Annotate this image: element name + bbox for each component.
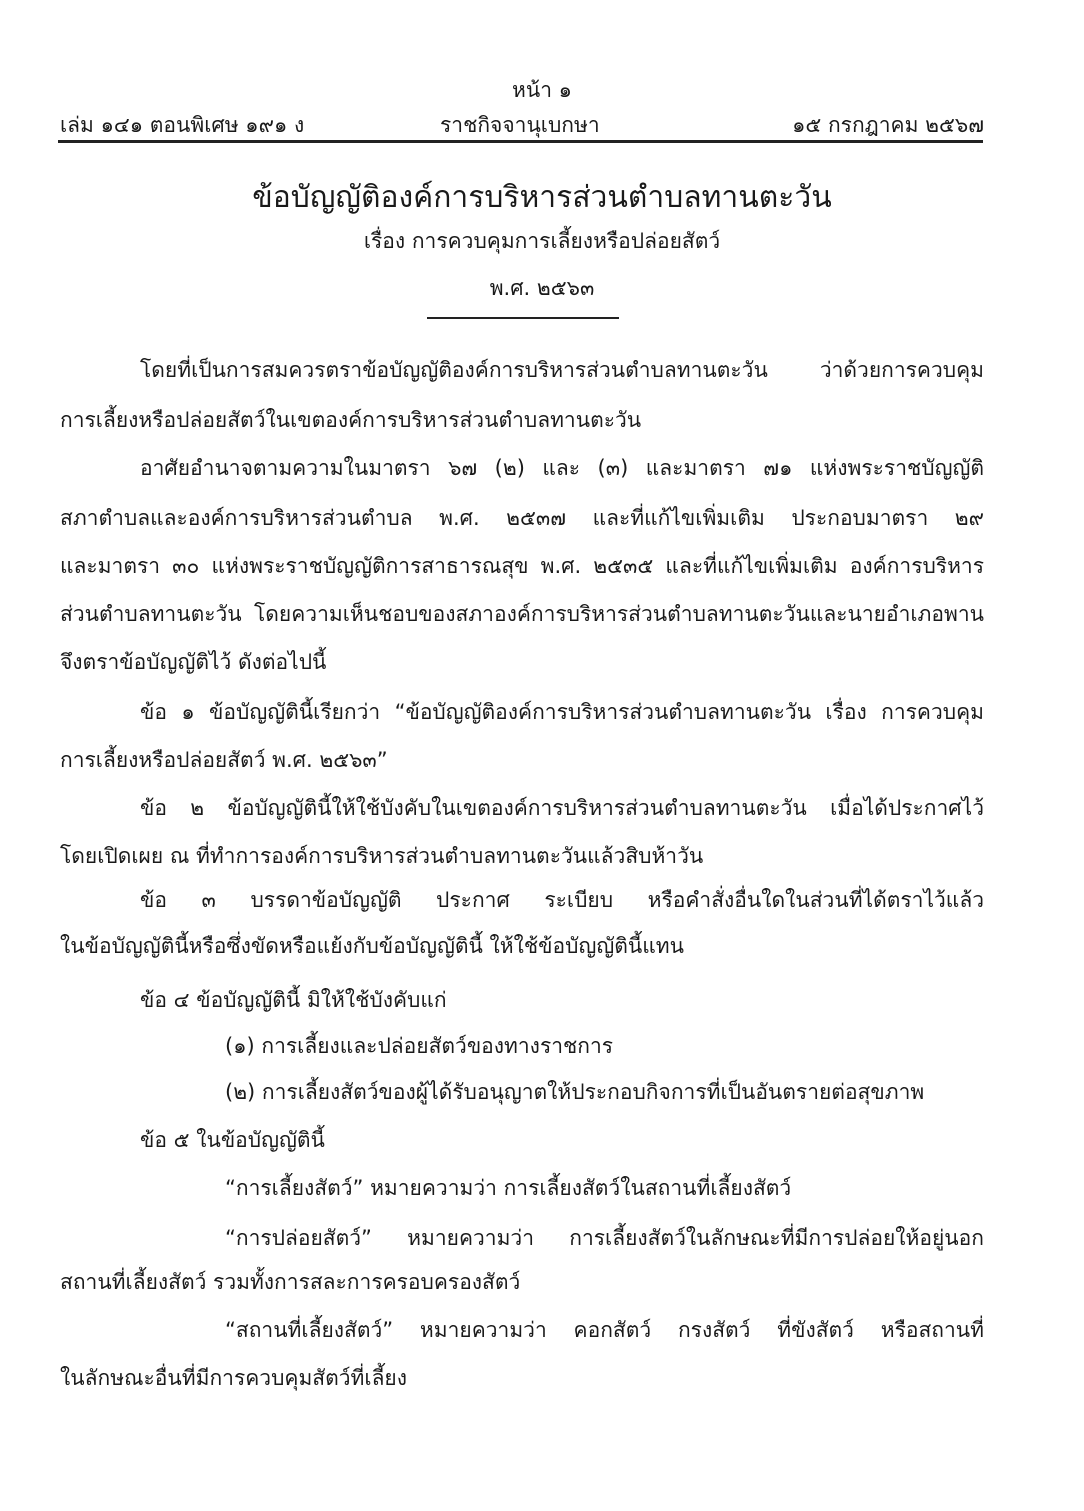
- body-line: อาศัยอำนาจตามความในมาตรา ๖๗ (๒) และ (๓) และมาตรา ๗๑ แห่งพระราชบัญญัติ: [140, 456, 984, 480]
- body-line: การเลี้ยงหรือปล่อยสัตว์ในเขตองค์การบริหารส่วนตำบลทานตะวัน: [60, 408, 642, 432]
- body-line: ในลักษณะอื่นที่มีการควบคุมสัตว์ที่เลี้ยง: [60, 1366, 407, 1390]
- body-line: การเลี้ยงหรือปล่อยสัตว์ พ.ศ. ๒๕๖๓”: [60, 748, 388, 772]
- document-year: พ.ศ. ๒๕๖๓: [489, 276, 595, 300]
- title-rule: [427, 317, 619, 319]
- clause-4-item-2: (๒) การเลี้ยงสัตว์ของผู้ได้รับอนุญาตให้ประกอบกิจการที่เป็นอันตรายต่อสุขภาพ: [225, 1080, 925, 1104]
- clause-1: ข้อ ๑ ข้อบัญญัตินี้เรียกว่า “ข้อบัญญัติองค์การบริหารส่วนตำบลทานตะวัน เรื่อง การควบคุม: [140, 700, 984, 724]
- body-line: จึงตราข้อบัญญัติไว้ ดังต่อไปนี้: [60, 650, 327, 674]
- definition: “การปล่อยสัตว์” หมายความว่า การเลี้ยงสัตว์ในลักษณะที่มีการปล่อยให้อยู่นอก: [225, 1226, 984, 1250]
- publication-date: ๑๕ กรกฎาคม ๒๕๖๗: [792, 113, 984, 137]
- clause-5: ข้อ ๕ ในข้อบัญญัตินี้: [140, 1128, 325, 1152]
- clause-4: ข้อ ๔ ข้อบัญญัตินี้ มิให้ใช้บังคับแก่: [140, 988, 447, 1012]
- clause-4-item-1: (๑) การเลี้ยงและปล่อยสัตว์ของทางราชการ: [225, 1034, 614, 1058]
- volume-issue: เล่ม ๑๔๑ ตอนพิเศษ ๑๙๑ ง: [60, 113, 305, 137]
- body-line: ส่วนตำบลทานตะวัน โดยความเห็นชอบของสภาองค์การบริหารส่วนตำบลทานตะวันและนายอำเภอพาน: [60, 602, 984, 626]
- body-line: ในข้อบัญญัตินี้หรือซึ่งขัดหรือแย้งกับข้อบัญญัตินี้ ให้ใช้ข้อบัญญัตินี้แทน: [60, 934, 684, 958]
- body-line: โดยที่เป็นการสมควรตราข้อบัญญัติองค์การบริหารส่วนตำบลทานตะวัน ว่าด้วยการควบคุม: [140, 358, 984, 382]
- header-rule: [58, 140, 983, 143]
- definition: “สถานที่เลี้ยงสัตว์” หมายความว่า คอกสัตว์ กรงสัตว์ ที่ขังสัตว์ หรือสถานที่: [225, 1318, 984, 1342]
- body-line: สภาตำบลและองค์การบริหารส่วนตำบล พ.ศ. ๒๕๓๗ และที่แก้ไขเพิ่มเติม ประกอบมาตรา ๒๙: [60, 506, 984, 530]
- publication-name: ราชกิจจานุเบกษา: [440, 113, 600, 137]
- clause-2: ข้อ ๒ ข้อบัญญัตินี้ให้ใช้บังคับในเขตองค์การบริหารส่วนตำบลทานตะวัน เมื่อได้ประกาศไว้: [140, 796, 984, 820]
- clause-3: ข้อ ๓ บรรดาข้อบัญญัติ ประกาศ ระเบียบ หรือคำสั่งอื่นใดในส่วนที่ได้ตราไว้แล้ว: [140, 888, 984, 912]
- body-line: และมาตรา ๓๐ แห่งพระราชบัญญัติการสาธารณสุข พ.ศ. ๒๕๓๕ และที่แก้ไขเพิ่มเติม องค์การบริหาร: [60, 554, 984, 578]
- body-line: สถานที่เลี้ยงสัตว์ รวมทั้งการสละการครอบครองสัตว์: [60, 1270, 521, 1294]
- page-number: หน้า ๑: [512, 78, 572, 102]
- body-line: โดยเปิดเผย ณ ที่ทำการองค์การบริหารส่วนตำบลทานตะวันแล้วสิบห้าวัน: [60, 844, 704, 868]
- definition: “การเลี้ยงสัตว์” หมายความว่า การเลี้ยงสัตว์ในสถานที่เลี้ยงสัตว์: [225, 1176, 792, 1200]
- document-title: ข้อบัญญัติองค์การบริหารส่วนตำบลทานตะวัน: [252, 180, 832, 215]
- document-subject: เรื่อง การควบคุมการเลี้ยงหรือปล่อยสัตว์: [363, 229, 721, 253]
